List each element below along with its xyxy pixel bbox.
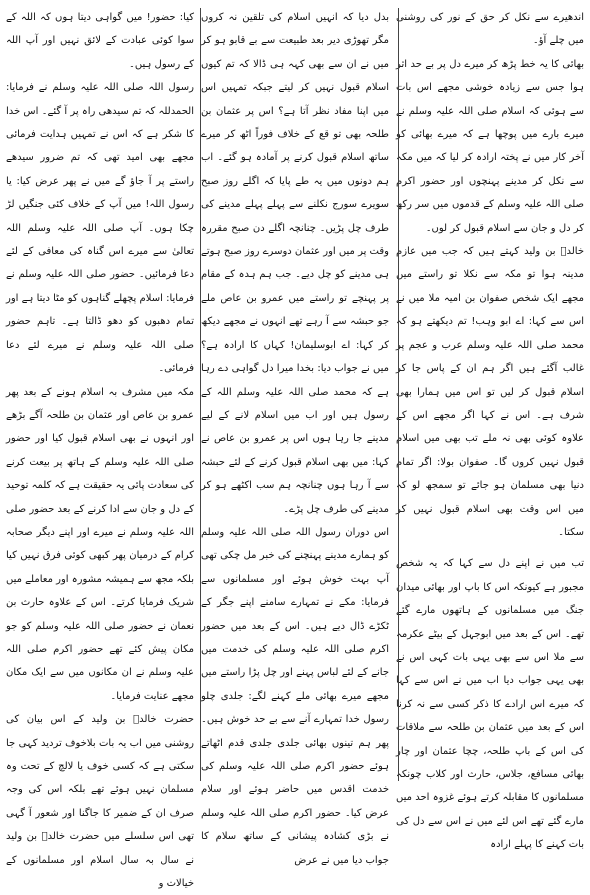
column-middle bbox=[201, 6, 389, 866]
column-divider-right bbox=[398, 8, 399, 781]
paragraph: خالدؓ بن ولید کہتے ہیں کہ جب میں عازم مدینہ ہوا تو مکہ سے نکلا تو راستے میں مجھے ایک شخص صفوان بن امیہ ملا میں نے اس سے کہا: اے ابو وہب! تم دیکھتے ہو کہ محمد صلی اللہ علیہ وسلم عرب و عجم پر غالب آگئے ہیں اگر ہم ان کے پاس جا کر اسلام قبول کر لیں تو اس میں ہمارا بھی شرف ہے۔ اس نے کہا اگر مجھے اس کے علاوہ کوئی بھی نہ ملے تب بھی میں اسلام قبول نہیں کروں گا۔ صفوان بولا: اگر تمام دنیا بھی مسلمان ہو جائے تو سمجھ لو کہ میں اس وقت بھی اسلام قبول نہیں کر سکتا۔ bbox=[396, 246, 584, 538]
paragraph: مکہ میں مشرف بہ اسلام ہونے کے بعد پھر عمرو بن عاص اور عثمان بن طلحہ آگے بڑھے اور انہوں نے بھی اسلام قبول کیا اور حضور صلی اللہ علیہ وسلم کے ہاتھ پر بیعت کرنے کی سعادت پائی یہ حقیقت ہے کہ کلمہ توحید کے دل و جان سے ادا کرنے کے بعد حضور صلی اللہ علیہ وسلم نے میرے اور اپنے دیگر صحابہ کرام کے درمیان پھر کبھی کوئی فرق نہیں کیا بلکہ مجھ سے ہمیشہ مشورہ اور معاملے میں شریک فرمایا کرتے۔ اس کے علاوہ حارث بن نعمان نے حضور صلی اللہ علیہ وسلم کو جو مکان پیش کئے تھے حضور اکرم صلی اللہ علیہ وسلم نے ان مکانوں میں سے ایک مکان مجھے عنایت فرمایا۔ bbox=[6, 386, 194, 702]
paragraph: اندھیرے سے نکل کر حق کے نور کی روشنی میں چلے آؤ۔ bbox=[396, 12, 584, 47]
column-left bbox=[6, 6, 194, 890]
paragraph: بھائی کا یہ خط پڑھ کر میرے دل پر بے حد اثر ہوا جس سے زیادہ خوشی مجھے اس بات سے ہوئی کہ اسلام صلی اللہ علیہ وسلم نے میرے بارے میں پوچھا ہے کہ میرے بھائی کو آخر کار میں نے پختہ ارادہ کر لیا کہ میں مکہ سے نکل کر مدینے پہنچوں اور حضور اکرم صلی اللہ علیہ وسلم کے قدموں میں سر رکھ کر دل و جان سے اسلام قبول کر لوں۔ bbox=[396, 58, 584, 234]
paragraph: تب میں نے اپنے دل سے کہا کہ یہ شخص مجبور ہے کیونکہ اس کا باپ اور بھائی میدان جنگ میں مسلمانوں کے ہاتھوں مارے گئے تھے۔ اس کے بعد میں ابوجہل کے بیٹے عکرمہ سے ملا اس سے بھی یہی بات کہی اس نے بھی یہی جواب دیا اب میں نے اس سے کہا کہ میرے اس ارادے کا ذکر کسی سے نہ کرنا اس کے بعد میں عثمان بن طلحہ سے ملاقات کی اس کے باپ طلحہ، چچا عثمان اور چار بھائی مسافع، جلاس، حارث اور کلاب چونکہ مسلمانوں کا مقابلہ کرتے ہوئے غزوہ احد میں مارے گئے تھے اس لئے میں نے اس سے دل کی بات کہنے کا پہلے ارادہ bbox=[396, 558, 584, 851]
paragraph: اس دوران رسول اللہ صلی اللہ علیہ وسلم کو ہمارے مدینے پہنچنے کی خبر مل چکی تھی آپ بہت خوش ہوئے اور مسلمانوں سے فرمایا: مکے نے تمہارے سامنے اپنے جگر کے ٹکڑے ڈال دیے ہیں۔ اس کے بعد میں حضور اکرم صلی اللہ علیہ وسلم کی خدمت میں جانے کے لئے لباس پہنے اور چل پڑا راستے میں مجھے میرے بھائی ملے کہنے لگے: جلدی چلو رسول خدا تمہارے آنے سے بے حد خوش ہیں۔ پھر ہم تینوں بھائی جلدی جلدی قدم اٹھاتے ہوئے حضور اکرم صلی اللہ علیہ وسلم کی خدمت اقدس میں حاضر ہوئے اور سلام عرض کیا۔ حضور اکرم صلی اللہ علیہ وسلم نے بڑی کشادہ پیشانی کے ساتھ سلام کا جواب دیا میں نے عرض bbox=[201, 526, 389, 866]
paragraph: حضرت خالدؓ بن ولید کے اس بیان کی روشنی میں اب یہ بات بلاخوف تردید کہی جا سکتی ہے کہ کسی خوف یا لالچ کے تحت وہ مسلمان نہیں ہوئے تھے بلکہ اس کی وجہ صرف ان کے ضمیر کا جاگنا اور شعور آ گہی تھی اس سلسلے میں حضرت خالدؓ بن ولید نے سال بہ سال اسلام اور مسلمانوں کے خیالات و bbox=[6, 714, 194, 890]
column-divider-left bbox=[200, 8, 201, 781]
paragraph: رسول اللہ صلی اللہ علیہ وسلم نے فرمایا: الحمدللہ کہ تم سیدھی راہ پر آ گئے۔ اس خدا کا شکر ہے کہ اس نے تمہیں ہدایت فرمائی مجھے بھی امید تھی کہ تم ضرور سیدھے راستے پر آ جاؤ گے میں نے پھر عرض کیا: یا رسول اللہ! میں آپ کے خلاف کئی جنگیں لڑ چکا ہوں۔ آپ صلی اللہ علیہ وسلم اللہ تعالیٰ سے میرے اس گناہ کی معافی کے لئے دعا فرمائیں۔ حضور صلی اللہ علیہ وسلم نے فرمایا: اسلام پچھلے گناہوں کو مٹا دیتا ہے اور تمام دھبوں کو دھو ڈالتا ہے۔ تاہم حضور صلی اللہ علیہ وسلم نے میرے لئے دعا فرمائی۔ bbox=[6, 82, 194, 375]
column-right bbox=[396, 6, 584, 851]
text-columns bbox=[6, 6, 584, 890]
paragraph-gap bbox=[396, 544, 584, 552]
paragraph: کیا: حضور! میں گواہی دیتا ہوں کہ اللہ کے سوا کوئی عبادت کے لائق نہیں اور آپ اللہ کے رسول ہیں۔ bbox=[6, 12, 194, 70]
paragraph: بدل دیا کہ انہیں اسلام کی تلقین نہ کروں مگر تھوڑی دیر بعد طبیعت سے بے قابو ہو کر میں نے ان سے بھی کہہ ہی ڈالا کہ تم کیوں اسلام قبول نہیں کر لیتے جبکہ تمہیں اس میں اپنا مفاد نظر آتا ہے؟ اس پر عثمان بن طلحہ بھی تو قع کے خلاف فوراً اٹھ کر میرے ساتھ اسلام قبول کرنے پر آمادہ ہو گئے۔ اب ہم دونوں میں یہ طے پایا کہ اگلے روز صبح سویرے سورج نکلنے سے پہلے پہلے مدینے کی طرف چل پڑیں۔ چنانچہ اگلے دن صبح مقررہ وقت پر میں اور عثمان دوسرے روز صبح ہوتے ہی مدینے کو چل دیے۔ جب ہم ہدہ کے مقام پر پہنچے تو راستے میں عمرو بن عاص ملے جو حبشہ سے آ رہے تھے انہوں نے مجھے دیکھ کر کہا: اے ابوسلیمان! کہاں کا ارادہ ہے؟ میں نے جواب دیا: بخدا میرا دل گواہی دے رہا ہے کہ محمد صلی اللہ علیہ وسلم اللہ کے رسول ہیں اور اب میں اسلام لانے کے لیے مدینے جا رہا ہوں اس پر عمرو بن عاص نے کہا: میں بھی اسلام قبول کرنے کے لئے حبشہ سے آ رہا ہوں چنانچہ ہم سب اکٹھے ہو کر مدینے کی طرف چل پڑے۔ bbox=[201, 12, 389, 515]
